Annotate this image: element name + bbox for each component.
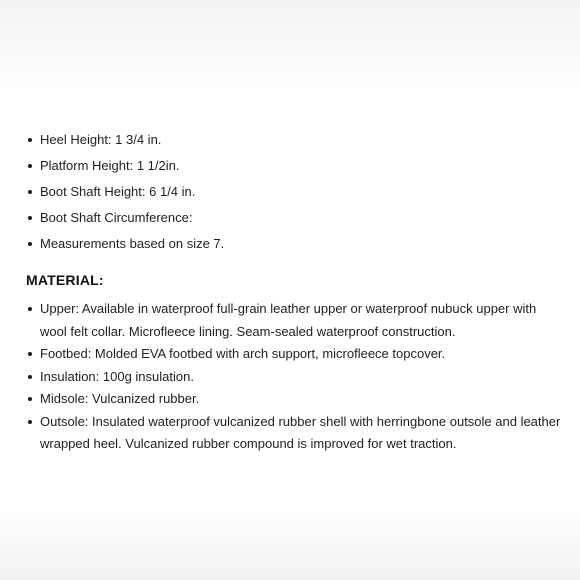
- spec-item-shaft-circumference: Boot Shaft Circumference:: [24, 205, 564, 231]
- top-fade-band: [0, 0, 580, 90]
- material-item-footbed: Footbed: Molded EVA footbed with arch support, microfleece topcover.: [24, 343, 564, 366]
- material-item-midsole: Midsole: Vulcanized rubber.: [24, 388, 564, 411]
- product-details: [24, 127, 564, 456]
- material-item-outsole: Outsole: Insulated waterproof vulcanized rubber shell with herringbone outsole and leather wrapped heel. Vulcanized rubber compound is improved for wet traction.: [24, 411, 564, 456]
- material-list: [24, 298, 564, 456]
- spec-item-heel-height: Heel Height: 1 3/4 in.: [24, 127, 564, 153]
- spec-list: [24, 127, 564, 257]
- spec-item-platform-height: Platform Height: 1 1/2in.: [24, 153, 564, 179]
- spec-item-shaft-height: Boot Shaft Height: 6 1/4 in.: [24, 179, 564, 205]
- spec-item-size-note: Measurements based on size 7.: [24, 231, 564, 257]
- material-item-insulation: Insulation: 100g insulation.: [24, 366, 564, 389]
- material-item-upper: Upper: Available in waterproof full-grain leather upper or waterproof nubuck upper with wool felt collar. Microfleece lining. Seam-sealed waterproof construction.: [24, 298, 564, 343]
- material-heading: MATERIAL:: [26, 272, 104, 288]
- bottom-fade-band: [0, 510, 580, 580]
